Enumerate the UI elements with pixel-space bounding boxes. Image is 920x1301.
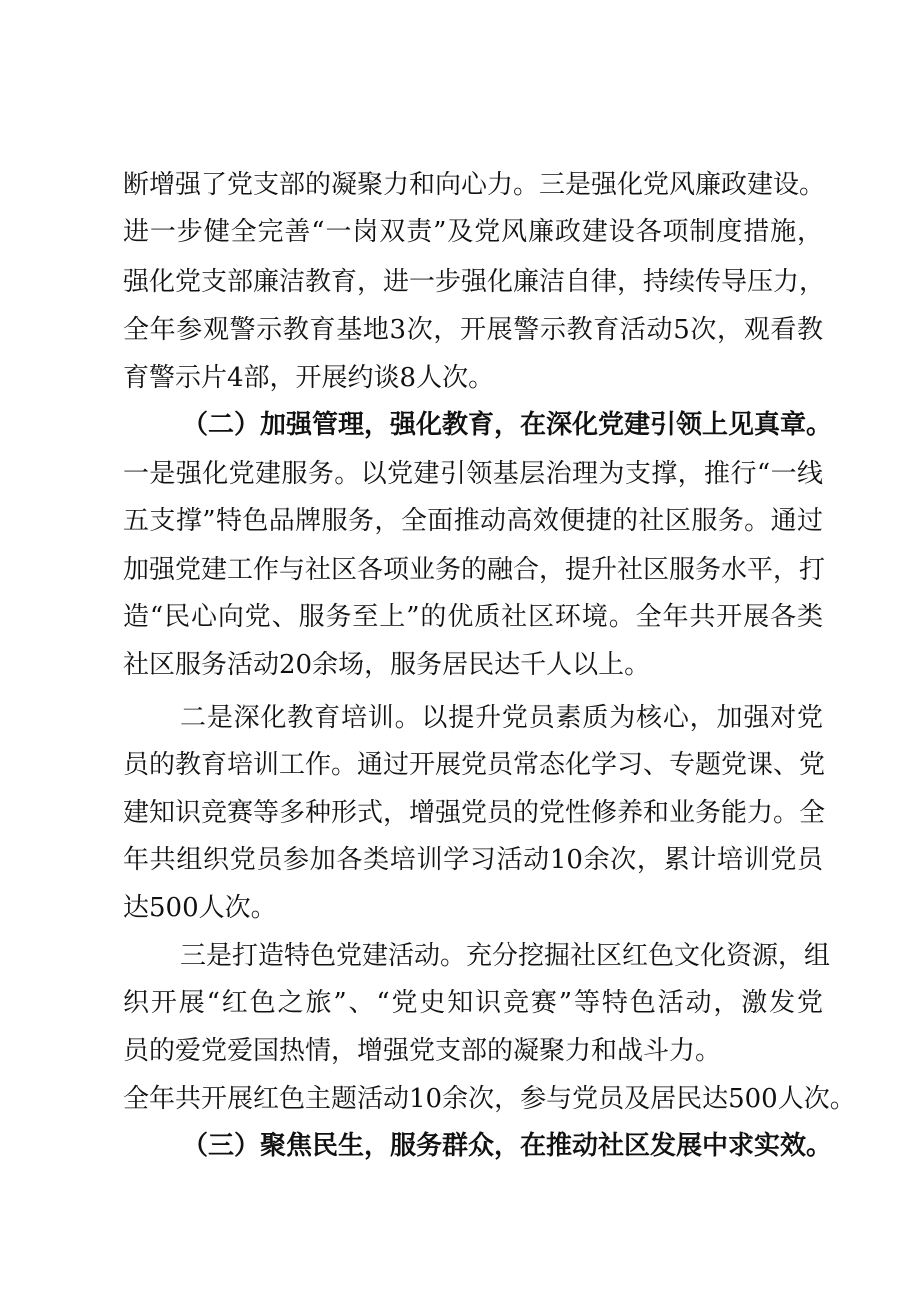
body-text-line: 加强党建工作与社区各项业务的融合，提升社区服务水平，打	[123, 555, 826, 585]
body-text-line: 年共组织党员参加各类培训学习活动10余次，累计培训党员	[123, 845, 823, 875]
body-text-line: 强化党支部廉洁教育，进一步强化廉洁自律，持续传导压力，	[123, 267, 826, 297]
body-text-line: 一是强化党建服务。以党建引领基层治理为支撑，推行“一线	[123, 459, 823, 489]
paragraph-first-line: 三是打造特色党建活动。充分挖掘社区红色文化资源，组	[180, 941, 831, 971]
body-text-line: 员的教育培训工作。通过开展党员常态化学习、专题党课、党	[123, 750, 826, 780]
body-text-line: 全年共开展红色主题活动10余次，参与党员及居民达500人次。	[123, 1084, 856, 1114]
section-heading-2: （二）加强管理，强化教育，在深化党建引领上见真章。	[182, 410, 833, 440]
body-text-line: 员的爱党爱国热情，增强党支部的凝聚力和战斗力。	[123, 1036, 722, 1066]
body-text-line: 进一步健全完善“一岗双责”及党风廉政建设各项制度措施，	[123, 217, 823, 247]
body-text-line: 织开展“红色之旅”、“党史知识竞赛”等特色活动，激发党	[123, 988, 823, 1018]
body-text-line: 社区服务活动20余场，服务居民达千人以上。	[123, 650, 651, 680]
body-text-line: 造“民心向党、服务至上”的优质社区环境。全年共开展各类	[123, 602, 823, 632]
body-text-line: 全年参观警示教育基地3次，开展警示教育活动5次，观看教	[123, 315, 823, 345]
body-text-line: 育警示片4部，开展约谈8人次。	[123, 363, 495, 393]
body-text-line: 建知识竞赛等多种形式，增强党员的党性修养和业务能力。全	[123, 798, 826, 828]
body-text-line: 达500人次。	[123, 893, 277, 923]
section-heading-3: （三）聚焦民生，服务群众，在推动社区发展中求实效。	[182, 1131, 833, 1161]
body-text-line: 五支撑”特色品牌服务，全面推动高效便捷的社区服务。通过	[123, 506, 823, 536]
paragraph-first-line: 二是深化教育培训。以提升党员素质为核心，加强对党	[180, 703, 823, 733]
body-text-line: 断增强了党支部的凝聚力和向心力。三是强化党风廉政建设。	[123, 170, 826, 200]
